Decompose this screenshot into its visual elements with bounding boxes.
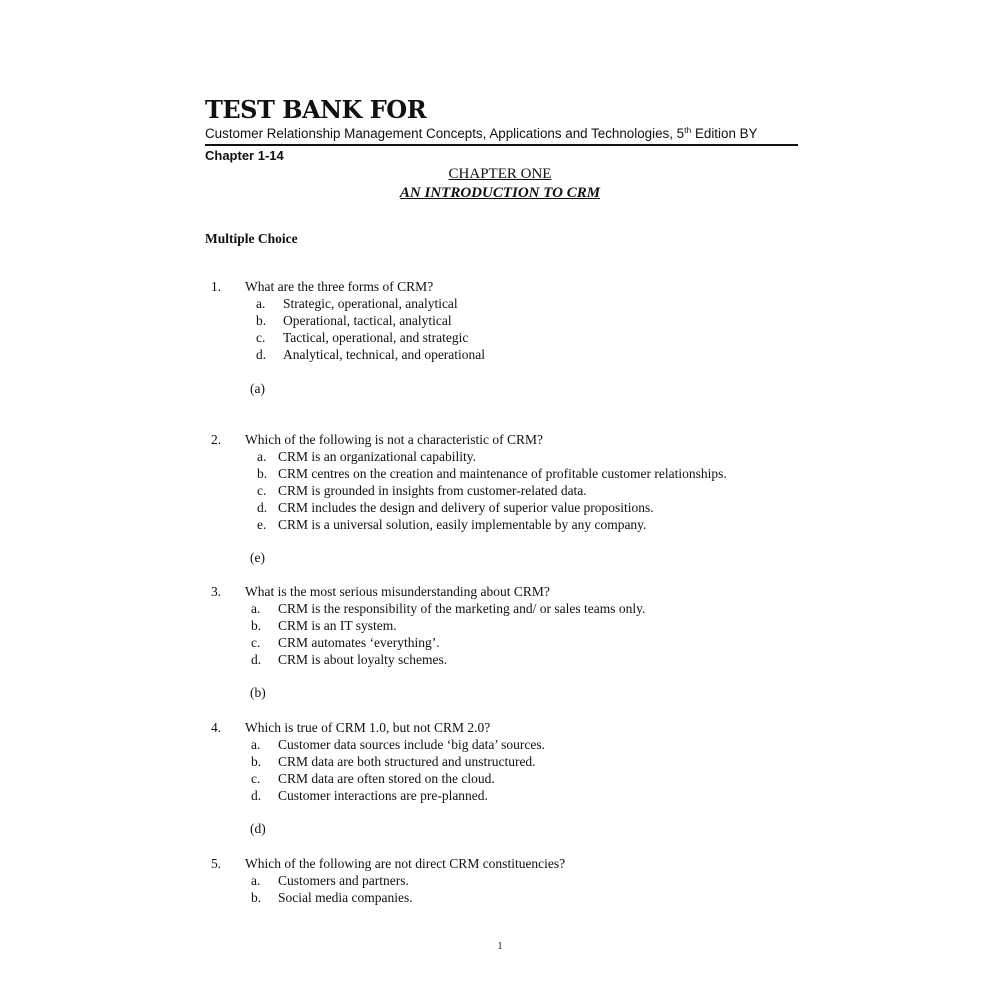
option-text: Social media companies. [278,890,413,905]
option-letter: c. [257,483,267,498]
option-letter: e. [257,517,267,532]
question-text: Which of the following are not direct CRM constituencies? [245,856,566,871]
question-text: What is the most serious misunderstanding about CRM? [245,584,550,599]
option-text: CRM is an IT system. [278,618,397,633]
option-text: Analytical, technical, and operational [283,347,486,362]
option-letter: b. [257,466,268,481]
option-text: CRM centres on the creation and maintenance of profitable customer relationships. [278,466,727,481]
header-divider [205,144,798,146]
answer-key: (e) [250,550,265,565]
option-text: CRM automates ‘everything’. [278,635,440,650]
question-text: Which is true of CRM 1.0, but not CRM 2.0? [245,720,491,735]
subtitle-tail: Edition BY [691,126,758,141]
document-title: TEST BANK FOR [205,95,427,124]
question-number: 4. [211,720,222,735]
option-text: CRM data are both structured and unstructured. [278,754,536,769]
option-letter: c. [256,330,266,345]
chapter-number-heading: CHAPTER ONE [448,166,552,182]
question-text: Which of the following is not a characteristic of CRM? [245,432,544,447]
option-letter: a. [251,873,261,888]
option-letter: d. [256,347,267,362]
option-text: CRM is the responsibility of the marketing and/ or sales teams only. [278,601,646,616]
option-letter: a. [257,449,267,464]
subtitle-superscript: th [684,125,692,135]
answer-key: (a) [250,381,265,396]
option-letter: d. [251,788,262,803]
option-text: CRM data are often stored on the cloud. [278,771,495,786]
option-text: Customers and partners. [278,873,409,888]
option-text: CRM is grounded in insights from customer-related data. [278,483,587,498]
chapter-title-heading: AN INTRODUCTION TO CRM [399,185,601,201]
option-text: Strategic, operational, analytical [283,296,458,311]
option-text: CRM is about loyalty schemes. [278,652,448,667]
option-text: Customer data sources include ‘big data’ sources. [278,737,546,752]
page-number: 1 [497,941,503,952]
option-text: CRM is a universal solution, easily implementable by any company. [278,517,647,532]
answer-key: (b) [250,685,266,700]
question-text: What are the three forms of CRM? [245,279,434,294]
option-text: Operational, tactical, analytical [283,313,452,328]
section-heading: Multiple Choice [205,231,298,246]
question-number: 1. [211,279,222,294]
option-letter: b. [251,890,262,905]
option-letter: a. [251,737,261,752]
question-number: 2. [211,432,222,447]
option-letter: b. [251,754,262,769]
question-number: 5. [211,856,222,871]
option-text: CRM includes the design and delivery of superior value propositions. [278,500,654,515]
document-subtitle [205,125,757,143]
option-text: Tactical, operational, and strategic [283,330,469,345]
option-letter: a. [256,296,266,311]
option-letter: c. [251,635,261,650]
subtitle-main: Customer Relationship Management Concepts, Applications and Technologies, 5 [205,126,685,141]
option-text: Customer interactions are pre-planned. [278,788,488,803]
chapter-range: Chapter 1-14 [205,148,284,163]
option-letter: c. [251,771,261,786]
question-number: 3. [211,584,222,599]
option-letter: d. [251,652,262,667]
option-letter: b. [251,618,262,633]
answer-key: (d) [250,821,266,836]
option-letter: d. [257,500,268,515]
option-text: CRM is an organizational capability. [278,449,476,464]
option-letter: b. [256,313,267,328]
option-letter: a. [251,601,261,616]
